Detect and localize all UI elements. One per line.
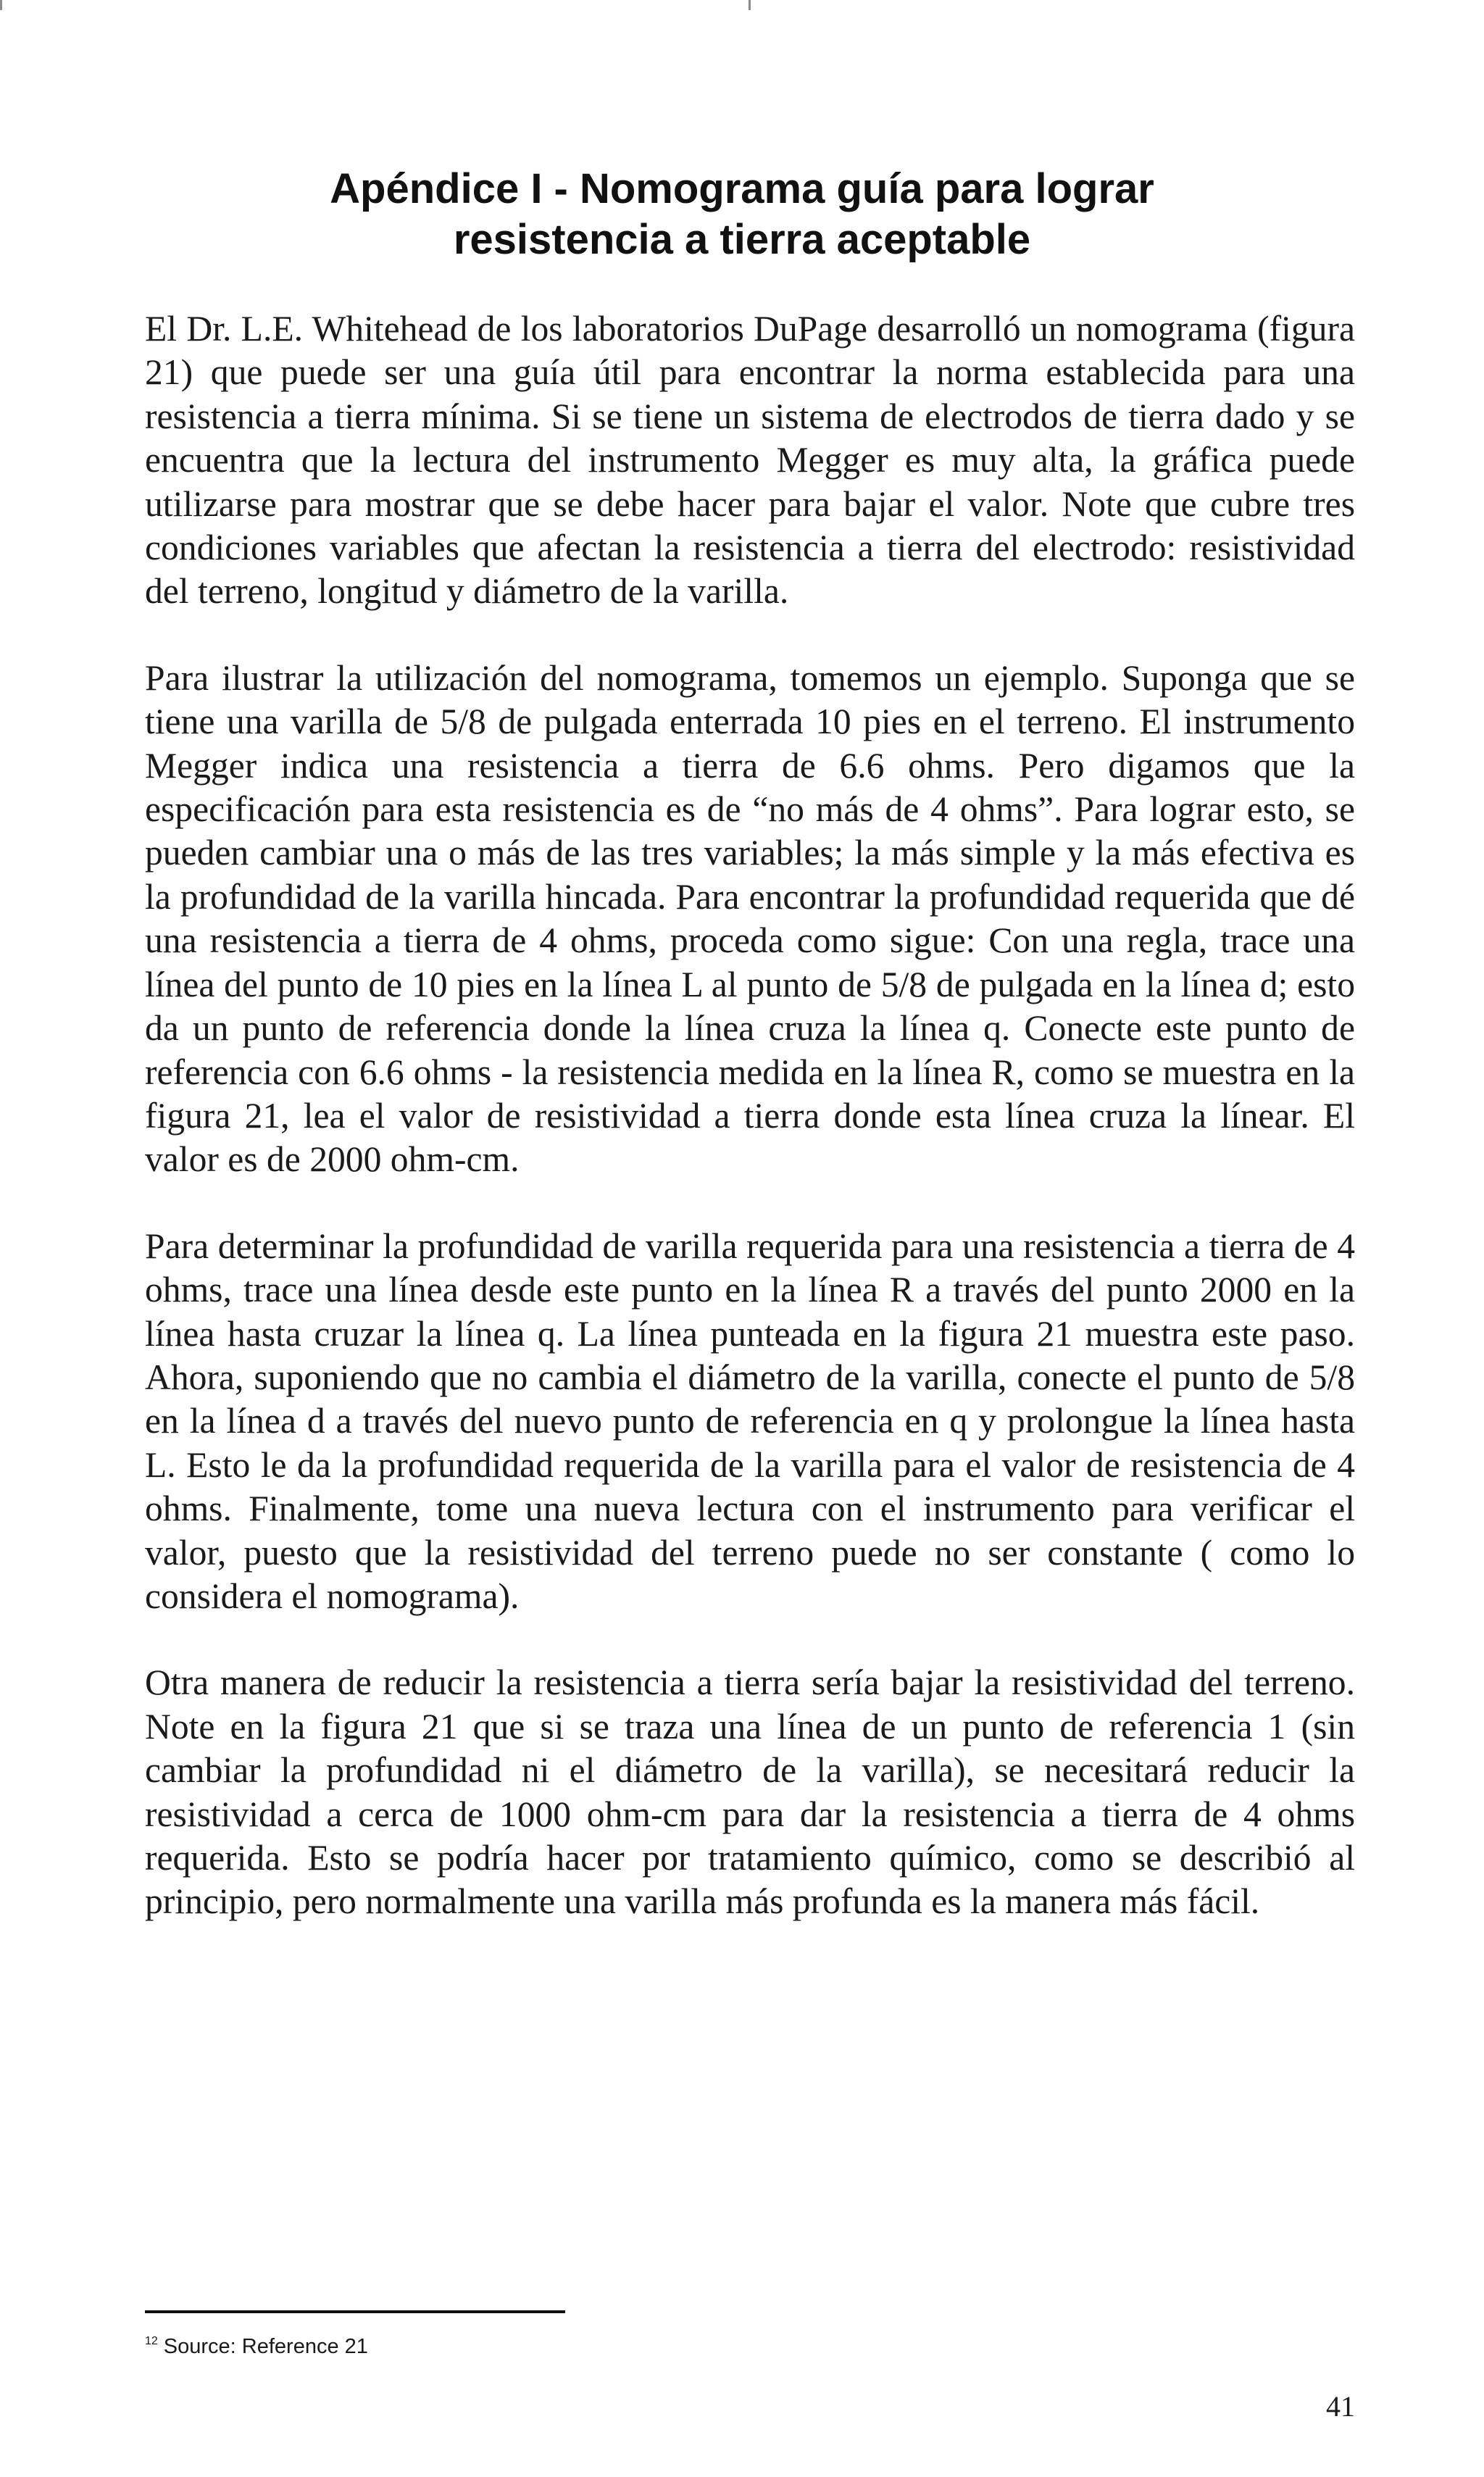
- page-number: 41: [1326, 2390, 1355, 2423]
- page-title: [145, 164, 1339, 265]
- footnote-text: Source: Reference 21: [163, 2335, 368, 2358]
- footnote-marker: 12: [145, 2335, 158, 2347]
- paragraph-1: El Dr. L.E. Whitehead de los laboratorios DuPage desarrolló un nomograma (figura 21) que puede ser una guía útil para encontrar la norma establecida para una resistencia a tierra mínima. Si se tiene un sistema de electrodos de tierra dado y se encuentra que la lectura del instrumento Megger es muy alta, la gráfica puede utilizarse para mostrar que se debe hacer para bajar el valor. Note que cubre tres condiciones variables que afectan la resistencia a tierra del electrodo: resistividad del terreno, longitud y diámetro de la varilla.: [145, 309, 1355, 612]
- page-title-line-1: Apéndice I - Nomograma guía para lograr: [330, 165, 1154, 212]
- paragraph-3: Para determinar la profundidad de varilla requerida para una resistencia a tierra de 4 ohms, trace una línea desde este punto en la línea R a través del punto 2000 en la línea hasta cruzar la línea q. La línea punteada en la figura 21 muestra este paso. Ahora, suponiendo que no cambia el diámetro de la varilla, conecte el punto de 5/8 en la línea d a través del nuevo punto de referencia en q y prolongue la línea hasta L. Esto le da la profundidad requerida de la varilla para el valor de resistencia de 4 ohms. Finalmente, tome una nueva lectura con el instrumento para verificar el valor, puesto que la resistividad del terreno puede no ser constante ( como lo considera el nomograma).: [145, 1225, 1355, 1616]
- paragraph-4: Otra manera de reducir la resistencia a tierra sería bajar la resistividad del terreno. Note en la figura 21 que si se traza una línea de un punto de referencia 1 (sin cambiar la profundidad ni el diámetro de la varilla), se necesitará reducir la resistividad a cerca de 1000 ohm-cm para dar la resistencia a tierra de 4 ohms requerida. Esto se podría hacer por tratamiento químico, como se describió al principio, pero normalmente una varilla más profunda es la manera más fácil.: [145, 1662, 1355, 1922]
- crop-mark-center: [749, 0, 751, 10]
- footnote: [145, 2328, 368, 2360]
- paragraph-2: Para ilustrar la utilización del nomograma, tomemos un ejemplo. Suponga que se tiene una varilla de 5/8 de pulgada enterrada 10 pies en el terreno. El instrumento Megger indica una resistencia a tierra de 6.6 ohms. Pero digamos que la especificación para esta resistencia es de “no más de 4 ohms”. Para lograr esto, se pueden cambiar una o más de las tres variables; la más simple y la más efectiva es la profundidad de la varilla hincada. Para encontrar la profundidad requerida que dé una resistencia a tierra de 4 ohms, proceda como sigue: Con una regla, trace una línea del punto de 10 pies en la línea L al punto de 5/8 de pulgada en la línea d; esto da un punto de referencia donde la línea cruza la línea q. Conecte este punto de referencia con 6.6 ohms - la resistencia medida en la línea R, como se muestra en la figura 21, lea el valor de resistividad a tierra donde esta línea cruza la línear. El valor es de 2000 ohm-cm.: [145, 657, 1355, 1180]
- page-title-line-2: resistencia a tierra aceptable: [453, 216, 1031, 263]
- footnote-rule: [145, 2310, 565, 2313]
- body-text: [145, 307, 1355, 1967]
- crop-mark-left: [0, 0, 2, 10]
